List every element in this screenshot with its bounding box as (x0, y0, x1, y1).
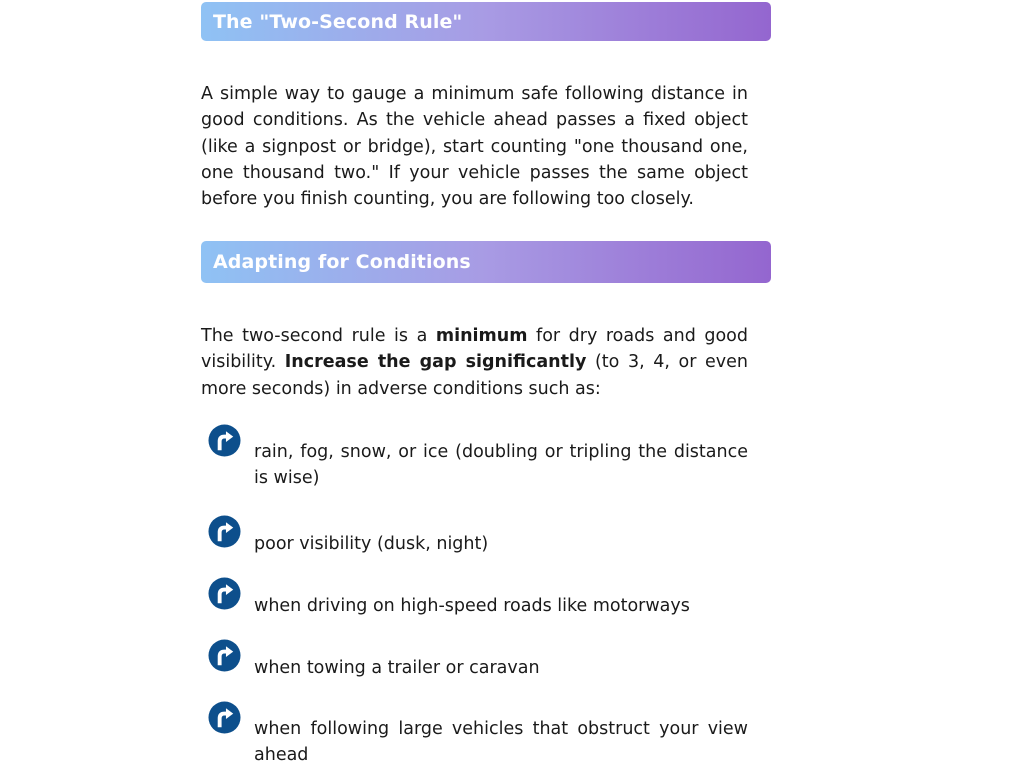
bullet-text: when towing a trailer or caravan (254, 658, 540, 678)
adapting-bold-text: minimum (435, 326, 528, 346)
section-banner-adapting-for-conditions (201, 241, 771, 283)
turn-right-arrow-icon (208, 577, 241, 610)
adapting-text: The two-second rule is a (201, 326, 436, 346)
turn-right-arrow-icon (208, 701, 241, 734)
adapting-paragraph (201, 323, 748, 402)
turn-right-arrow-icon (208, 424, 241, 457)
section-banner-two-second-rule (201, 2, 771, 41)
turn-right-arrow-icon (208, 639, 241, 672)
adapting-text: (to 3, 4, or even more seconds) in adverse conditions such as: (201, 352, 748, 399)
section-title: Adapting for Conditions (213, 251, 471, 273)
bullet-text: when following large vehicles that obstruct your view ahead (254, 719, 748, 766)
bullet-text: poor visibility (dusk, night) (254, 534, 489, 554)
section-title: The "Two-Second Rule" (213, 10, 463, 33)
adapting-bold-text: Increase the gap significantly (284, 352, 587, 373)
turn-right-arrow-icon (208, 515, 241, 548)
two-second-rule-paragraph: A simple way to gauge a minimum safe following distance in good conditions. As the vehicle ahead passes a fixed object (like a signpost or bridge), start counting "one thousand one, one thousand two." If your vehicle passes the same object before you finish counting, you are following too closely. (201, 84, 748, 210)
adapting-text: for dry roads and good visibility. (201, 326, 748, 373)
bullet-text: rain, fog, snow, or ice (doubling or tripling the distance is wise) (254, 442, 748, 489)
bullet-text: when driving on high-speed roads like motorways (254, 596, 690, 616)
